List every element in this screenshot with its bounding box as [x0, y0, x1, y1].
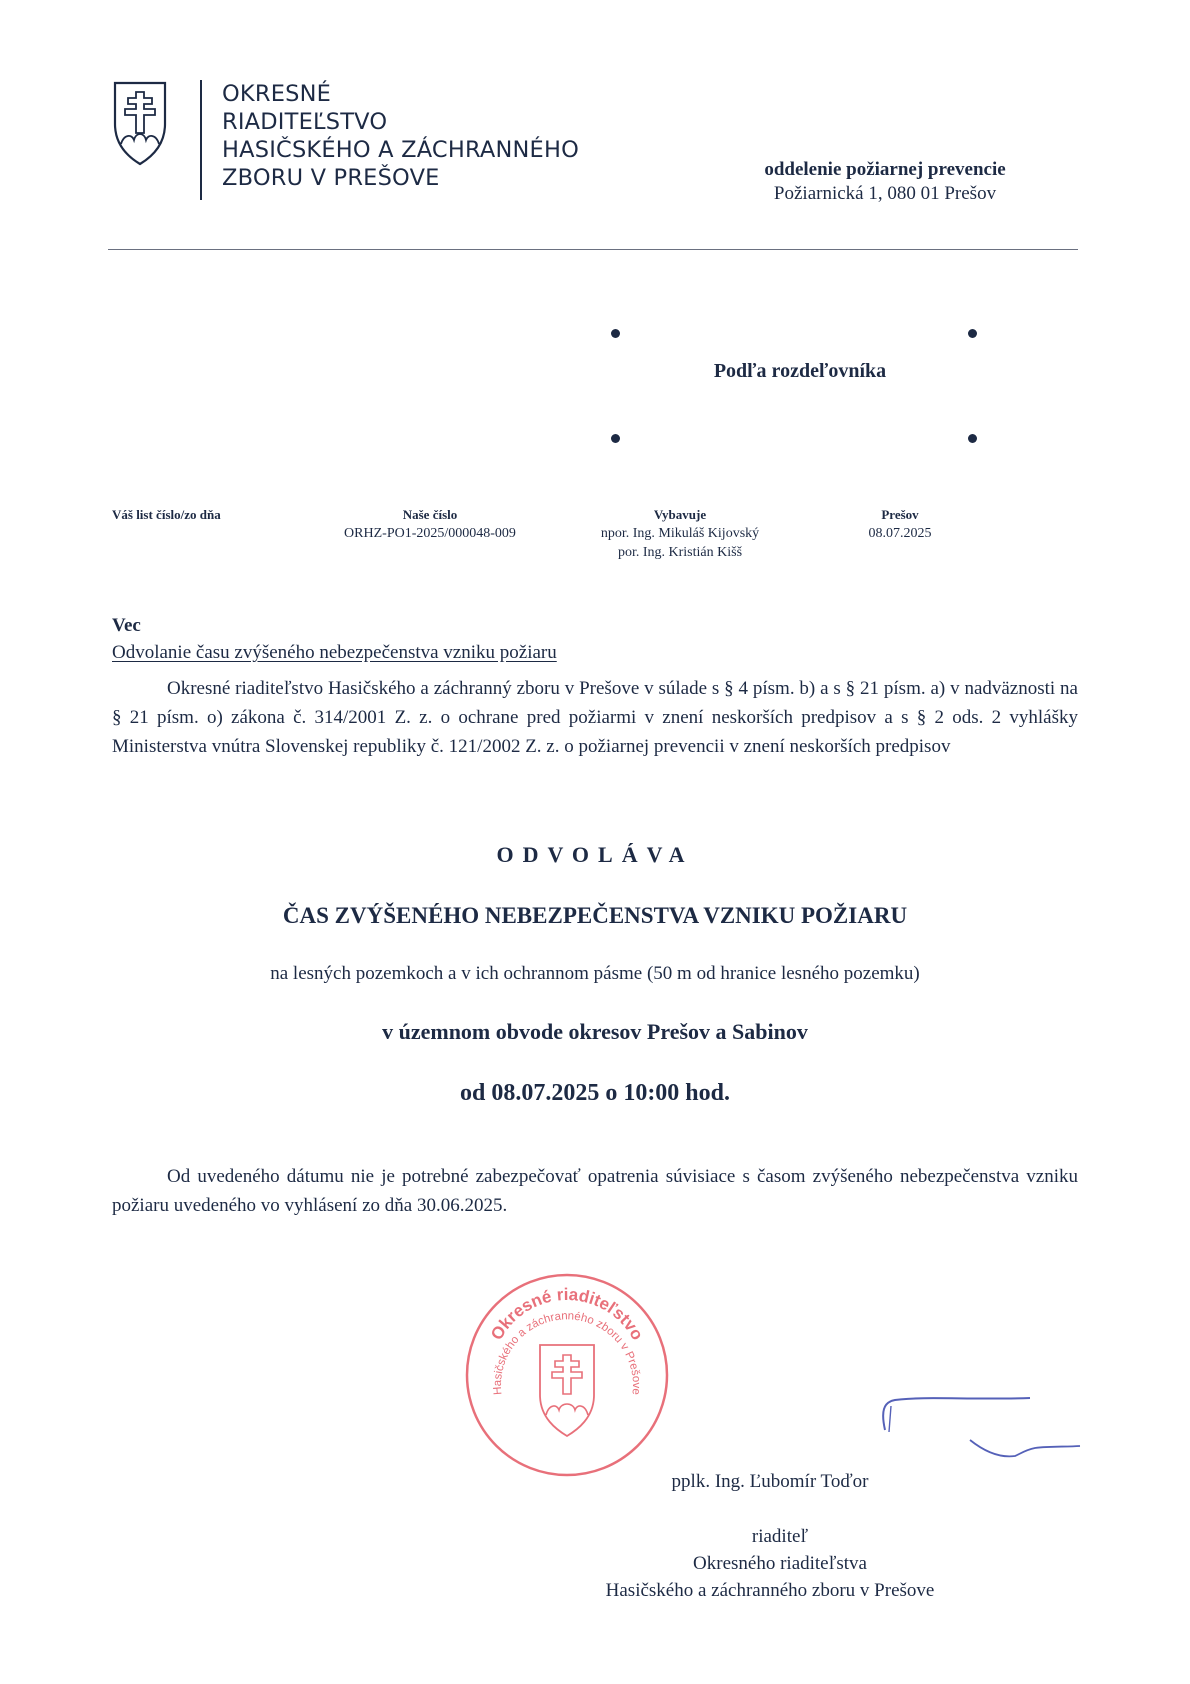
stamp-inner-text: Hasičského a záchranného zboru v Prešove [491, 1310, 643, 1396]
decision-subject: ČAS ZVÝŠENÉHO NEBEZPEČENSTVA VZNIKU POŽIARU [282, 903, 908, 928]
org-name-line: ZBORU V PREŠOVE [222, 165, 440, 191]
your-letter-label: Váš list číslo/zo dňa [112, 507, 221, 522]
department-block [735, 158, 1035, 206]
your-letter-ref [112, 505, 221, 524]
subject-label: Vec [112, 615, 141, 636]
department-address: Požiarnická 1, 080 01 Prešov [773, 183, 997, 204]
signatory-org-line: Okresného riaditeľstva [693, 1553, 867, 1574]
address-corner-mark [968, 434, 977, 443]
org-name-line: RIADITEĽSTVO [222, 109, 388, 135]
decision-heading: ODVOLÁVA [496, 842, 694, 867]
address-corner-mark [611, 329, 620, 338]
header-divider [108, 249, 1078, 250]
closing-paragraph: Od uvedeného dátumu nie je potrebné zabezpečovať opatrenia súvisiace s časom zvýšeného nebezpečenstva vzniku požiaru uvedeného vo vyhlásení zo dňa 30.06.2025. [112, 1166, 1078, 1216]
stamp-coat-of-arms-icon [540, 1345, 594, 1436]
signatory-name: pplk. Ing. Ľubomír Toďor [671, 1471, 869, 1492]
stamp-outer-text: Okresné riaditeľstvo [486, 1284, 648, 1344]
our-number-label: Naše číslo [402, 507, 458, 522]
handled-by-ref [560, 505, 800, 562]
coat-of-arms-icon [112, 80, 168, 171]
logo-divider [200, 80, 202, 200]
place-label: Prešov [881, 507, 919, 522]
our-number-ref [310, 505, 550, 543]
department-name: oddelenie požiarnej prevencie [764, 159, 1006, 180]
effective-date: od 08.07.2025 o 10:00 hod. [459, 1080, 731, 1106]
signatory-org-line: Hasičského a záchranného zboru v Prešove [605, 1580, 935, 1601]
address-corner-mark [968, 329, 977, 338]
decision-scope: na lesných pozemkoch a v ich ochrannom pásme (50 m od hranice lesného pozemku) [270, 963, 920, 984]
org-name-line: OKRESNÉ [222, 81, 332, 107]
our-number: ORHZ-PO1-2025/000048-009 [344, 526, 516, 541]
handled-by-person: npor. Ing. Mikuláš Kijovský [600, 526, 760, 541]
org-name-line: HASIČSKÉHO A ZÁCHRANNÉHO [222, 137, 579, 163]
handled-by-person: por. Ing. Kristián Kišš [617, 545, 743, 560]
intro-paragraph: Okresné riaditeľstvo Hasičského a záchranný zboru v Prešove v súlade s § 4 písm. b) a s § 21 písm. a) v nadväznosti na § 21 písm. o) zákona č. 314/2001 Z. z. o ochrane pred požiarmi v znení neskorších predpisov a s § 2 ods. 2 vyhlášky Ministerstva vnútra Slovenskej republiky č. 121/2002 Z. z. o požiarnej prevencii v znení neskorších predpisov [112, 678, 1078, 757]
decision-area: v územnom obvode okresov Prešov a Sabinov [382, 1019, 808, 1044]
recipient: Podľa rozdeľovníka [713, 360, 887, 382]
signatory-title: riaditeľ [751, 1526, 809, 1547]
handwritten-signature [875, 1370, 1095, 1475]
address-corner-mark [611, 434, 620, 443]
place-date-ref [840, 505, 960, 543]
subject-text: Odvolanie času zvýšeného nebezpečenstva vzniku požiaru [112, 642, 557, 663]
handled-by-label: Vybavuje [653, 507, 707, 522]
letter-date: 08.07.2025 [868, 526, 932, 541]
official-stamp [462, 1270, 672, 1485]
org-name [222, 80, 579, 192]
